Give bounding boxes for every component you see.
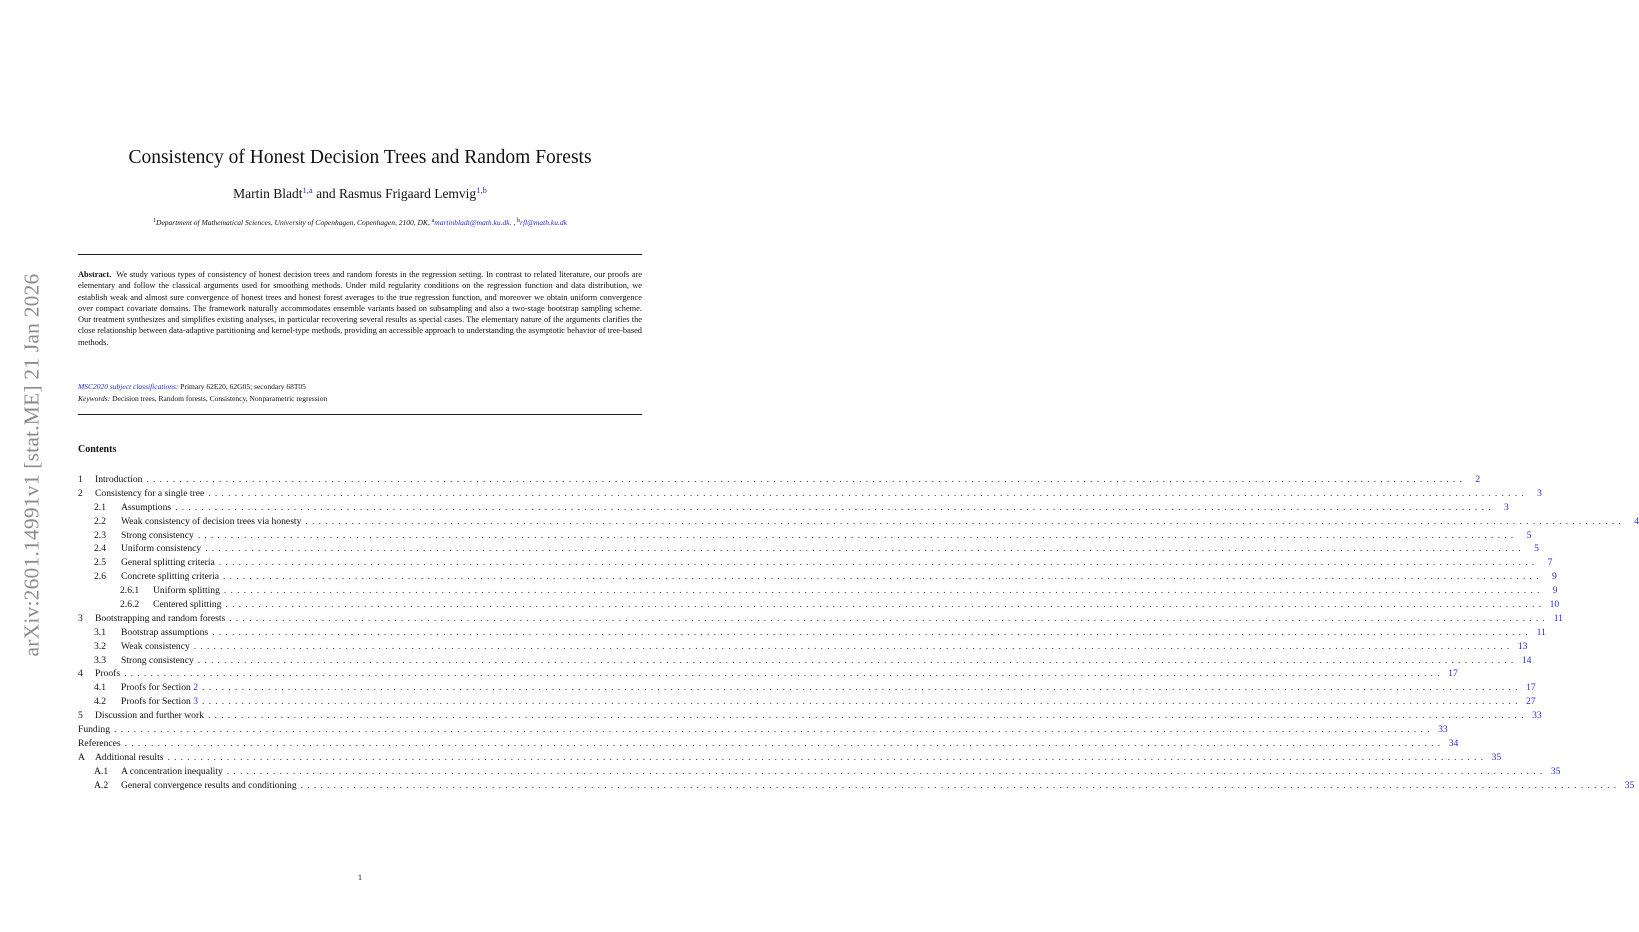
author-line bbox=[0, 185, 720, 202]
abstract-paragraph bbox=[78, 269, 642, 348]
toc-title-text: Funding bbox=[78, 724, 110, 736]
toc-leader-dots: ........................................................................................................................................................................................................ bbox=[229, 612, 1549, 624]
toc-title-text: Centered splitting bbox=[153, 599, 222, 611]
toc-row[interactable] bbox=[78, 654, 1532, 668]
toc-title bbox=[121, 515, 301, 529]
toc-title-text: Strong consistency bbox=[121, 529, 194, 541]
abstract-label: Abstract. bbox=[78, 270, 112, 279]
toc-section-link[interactable]: 3 bbox=[193, 696, 199, 708]
toc-leader-dots: ........................................................................................................................................................................................................ bbox=[146, 474, 1467, 485]
toc-title bbox=[78, 737, 121, 751]
toc-leader-dots: ........................................................................................................................................................................................................ bbox=[218, 557, 1539, 569]
toc-number: 3.3 bbox=[94, 654, 106, 666]
toc-number: 2.5 bbox=[94, 557, 106, 569]
toc-leader-dots: ........................................................................................................................................................................................................ bbox=[114, 724, 1434, 736]
toc-row[interactable] bbox=[78, 681, 1536, 695]
toc-title bbox=[121, 779, 297, 793]
arxiv-identifier: arXiv:2601.14991v1 [stat.ME] 21 Jan 2026 bbox=[19, 273, 44, 657]
toc-number: 2.2 bbox=[94, 515, 106, 527]
msc-text: Primary 62E20, 62G05; secondary 68T05 bbox=[178, 382, 306, 391]
msc-line bbox=[78, 382, 306, 391]
arxiv-sidebar-stamp bbox=[12, 255, 52, 675]
toc-row[interactable] bbox=[78, 626, 1546, 640]
toc-title-text: Weak consistency bbox=[121, 640, 190, 652]
toc-row[interactable] bbox=[78, 723, 1448, 737]
abstract-text: We study various types of consistency of honest decision trees and random forests in the regression setting. In contrast to related literature, our proofs are elementary and follow the classical arguments used for smoothing methods. Under mild regularity conditions on the regression function and data distribution, we establish weak and almost sure convergence of honest trees and honest forest averages to the true regression function, and moreover we obtain uniform convergence over compact covariate domains. The framework naturally accommodates ensemble variants based on subsampling and also a two-stage bootstrap sampling scheme. Our treatment synthesizes and simplifies existing analyses, in particular recovering several results as special cases. The elementary nature of the arguments clarifies the close relationship between data-adaptive partitioning and kernel-type methods, providing an accessible approach to understanding the asymptotic behavior of tree-based methods. bbox=[78, 270, 642, 347]
toc-page-link[interactable]: 7 bbox=[1547, 557, 1553, 569]
toc-page-link[interactable]: 5 bbox=[1534, 543, 1539, 555]
email-marker: a bbox=[431, 218, 435, 224]
toc-row[interactable] bbox=[78, 473, 1481, 487]
toc-title-text: Uniform splitting bbox=[153, 585, 220, 597]
toc-leader-dots: ........................................................................................................................................................................................................ bbox=[197, 654, 1518, 666]
toc-title bbox=[95, 667, 120, 681]
toc-title bbox=[121, 681, 198, 695]
email-link[interactable]: martinbladt@math.ku.dk bbox=[434, 218, 510, 227]
toc-leader-dots: ........................................................................................................................................................................................................ bbox=[212, 626, 1532, 638]
email-marker: b bbox=[517, 218, 521, 224]
toc-leader-dots: ........................................................................................................................................................................................................ bbox=[300, 779, 1621, 791]
toc-title bbox=[95, 612, 225, 626]
toc-row[interactable] bbox=[78, 515, 1639, 529]
toc-title bbox=[121, 570, 219, 584]
email-separator: . , bbox=[509, 218, 518, 227]
toc-title-text: Strong consistency bbox=[121, 654, 194, 666]
toc-number: 3.1 bbox=[94, 626, 106, 638]
toc-row[interactable] bbox=[78, 640, 1528, 654]
toc-title-text: General splitting criteria bbox=[121, 557, 215, 569]
toc-title bbox=[95, 487, 204, 501]
toc-leader-dots: ........................................................................................................................................................................................................ bbox=[225, 599, 1546, 611]
toc-row[interactable] bbox=[78, 556, 1553, 570]
toc-title-text: Uniform consistency bbox=[121, 543, 202, 555]
toc-row[interactable] bbox=[78, 529, 1532, 543]
author-affiliation-link[interactable]: 1,b bbox=[476, 185, 487, 195]
toc-title bbox=[121, 640, 190, 654]
toc-title bbox=[153, 584, 220, 598]
author-name: Martin Bladt bbox=[233, 186, 303, 201]
msc-label-link[interactable]: MSC2020 subject classifications: bbox=[78, 382, 179, 391]
toc-page-link[interactable]: 35 bbox=[1550, 765, 1561, 777]
toc-number: 2.6.2 bbox=[120, 599, 140, 611]
toc-title-text: Concrete splitting criteria bbox=[121, 571, 220, 583]
toc-number: 1 bbox=[78, 474, 83, 485]
email-link[interactable]: rfl@math.ku.dk bbox=[520, 218, 567, 227]
toc-page-link[interactable]: 35 bbox=[1491, 751, 1502, 763]
toc-leader-dots: ........................................................................................................................................................................................................ bbox=[207, 710, 1528, 722]
keywords-text: Decision trees, Random forests, Consistency, Nonparametric regression bbox=[110, 394, 328, 403]
toc-page-link[interactable]: 17 bbox=[1526, 682, 1536, 694]
toc-row[interactable] bbox=[78, 542, 1539, 556]
paper-title: Consistency of Honest Decision Trees and Random Forests bbox=[128, 147, 592, 168]
toc-title bbox=[121, 542, 201, 556]
toc-section-link[interactable]: 2 bbox=[193, 682, 199, 694]
toc-title bbox=[121, 654, 194, 668]
author-affiliation-link[interactable]: 1,a bbox=[302, 185, 313, 195]
toc-title bbox=[95, 751, 163, 765]
toc-leader-dots: ........................................................................................................................................................................................................ bbox=[193, 640, 1514, 652]
bottom-rule bbox=[78, 414, 642, 415]
toc-page-link[interactable]: 33 bbox=[1532, 710, 1542, 722]
keywords-label: Keywords: bbox=[78, 394, 111, 403]
toc-row[interactable] bbox=[78, 487, 1542, 501]
toc-title-text: Proofs for Section bbox=[121, 682, 194, 694]
toc-number: 2.6.1 bbox=[120, 585, 140, 597]
toc-page-link[interactable]: 35 bbox=[1624, 779, 1635, 791]
toc-title bbox=[95, 709, 204, 723]
toc-number: A.1 bbox=[94, 765, 109, 777]
keywords-line bbox=[78, 394, 327, 403]
toc-row[interactable] bbox=[78, 584, 1558, 598]
toc-row[interactable] bbox=[78, 737, 1459, 751]
toc-row[interactable] bbox=[78, 501, 1509, 515]
toc-page-link[interactable]: 33 bbox=[1438, 724, 1448, 736]
toc-number: A bbox=[78, 751, 85, 763]
toc-page-link[interactable]: 3 bbox=[1504, 501, 1509, 513]
toc-number: 2 bbox=[78, 487, 83, 499]
toc-page-link[interactable]: 27 bbox=[1526, 696, 1536, 708]
page-number: 1 bbox=[358, 873, 362, 882]
toc-title bbox=[121, 556, 215, 570]
toc-page-link[interactable]: 5 bbox=[1526, 529, 1532, 541]
toc-row[interactable] bbox=[78, 612, 1563, 626]
toc-title-text: Additional results bbox=[95, 751, 164, 763]
toc-number: 3.2 bbox=[94, 640, 106, 652]
toc-row[interactable] bbox=[78, 779, 1635, 793]
toc-title-text: Proofs for Section bbox=[121, 696, 194, 708]
toc-title bbox=[121, 765, 223, 779]
affiliation-marker: 1 bbox=[153, 218, 157, 224]
toc-number: 2.3 bbox=[94, 529, 106, 541]
toc-title-text: General convergence results and conditioning bbox=[121, 779, 297, 791]
toc-title-text: A concentration inequality bbox=[121, 765, 223, 777]
toc-title-text: Introduction bbox=[95, 474, 143, 485]
affiliation-line bbox=[0, 218, 720, 227]
toc-page-link[interactable]: 13 bbox=[1517, 640, 1528, 652]
affiliation-text: Department of Mathematical Sciences, University of Copenhagen, Copenhagen, 2100, DK, bbox=[156, 218, 432, 227]
top-rule bbox=[78, 254, 642, 255]
toc-row[interactable] bbox=[78, 765, 1561, 779]
toc-title-text: Assumptions bbox=[121, 501, 172, 513]
toc-leader-dots: ........................................................................................................................................................................................................ bbox=[175, 501, 1495, 513]
author-name: Rasmus Frigaard Lemvig bbox=[338, 186, 477, 201]
toc-title bbox=[121, 626, 208, 640]
toc-leader-dots: ........................................................................................................................................................................................................ bbox=[197, 529, 1518, 541]
toc-title bbox=[121, 695, 198, 709]
toc-leader-dots: ........................................................................................................................................................................................................ bbox=[223, 571, 1543, 583]
toc-page-link[interactable]: 2 bbox=[1475, 474, 1481, 485]
toc-number: 5 bbox=[78, 710, 83, 722]
toc-leader-dots: ........................................................................................................................................................................................................ bbox=[305, 515, 1626, 527]
toc-title bbox=[153, 598, 221, 612]
toc-leader-dots: ........................................................................................................................................................................................................ bbox=[208, 487, 1528, 499]
toc-title-text: Bootstrapping and random forests bbox=[95, 612, 226, 624]
toc-row[interactable] bbox=[78, 709, 1542, 723]
toc-leader-dots: ........................................................................................................................................................................................................ bbox=[226, 765, 1547, 777]
toc-title-text: Bootstrap assumptions bbox=[121, 626, 209, 638]
toc-page-link[interactable]: 11 bbox=[1553, 612, 1563, 624]
toc-number: 4.1 bbox=[94, 682, 106, 694]
toc-title bbox=[95, 473, 142, 487]
toc-leader-dots: ........................................................................................................................................................................................................ bbox=[202, 696, 1522, 708]
author-separator: and bbox=[312, 186, 339, 201]
toc-page-link[interactable]: 9 bbox=[1552, 585, 1558, 597]
contents-heading: Contents bbox=[78, 444, 117, 455]
toc-row[interactable] bbox=[78, 751, 1502, 765]
toc-number: 2.1 bbox=[94, 501, 106, 513]
toc-leader-dots: ........................................................................................................................................................................................................ bbox=[223, 585, 1544, 597]
toc-title-text: Consistency for a single tree bbox=[95, 487, 205, 499]
toc-number: 2.4 bbox=[94, 543, 106, 555]
toc-leader-dots: ........................................................................................................................................................................................................ bbox=[202, 682, 1522, 694]
toc-page-link[interactable]: 10 bbox=[1549, 599, 1560, 611]
table-of-contents bbox=[78, 473, 1639, 792]
toc-page-link[interactable]: 14 bbox=[1521, 654, 1532, 666]
toc-page-link[interactable]: 17 bbox=[1448, 668, 1458, 680]
toc-page-link[interactable]: 9 bbox=[1551, 571, 1557, 583]
toc-leader-dots: ........................................................................................................................................................................................................ bbox=[167, 751, 1488, 763]
toc-title-text: Weak consistency of decision trees via honesty bbox=[121, 515, 302, 527]
toc-page-link[interactable]: 34 bbox=[1448, 737, 1459, 749]
toc-page-link[interactable]: 11 bbox=[1536, 626, 1546, 638]
toc-leader-dots: ........................................................................................................................................................................................................ bbox=[124, 668, 1444, 680]
toc-title bbox=[121, 529, 194, 543]
toc-number: 2.6 bbox=[94, 571, 106, 583]
toc-title-text: References bbox=[78, 737, 121, 749]
toc-row[interactable] bbox=[78, 667, 1458, 681]
toc-number: A.2 bbox=[94, 779, 109, 791]
toc-number: 4 bbox=[78, 668, 83, 680]
toc-page-link[interactable]: 3 bbox=[1537, 487, 1542, 499]
toc-leader-dots: ........................................................................................................................................................................................................ bbox=[205, 543, 1525, 555]
toc-number: 3 bbox=[78, 612, 83, 624]
toc-number: 4.2 bbox=[94, 696, 106, 708]
toc-page-link[interactable]: 4 bbox=[1634, 515, 1639, 527]
toc-title bbox=[121, 501, 171, 515]
toc-row[interactable] bbox=[78, 598, 1560, 612]
toc-title bbox=[78, 723, 110, 737]
toc-row[interactable] bbox=[78, 695, 1536, 709]
toc-title-text: Discussion and further work bbox=[95, 710, 204, 722]
toc-title-text: Proofs bbox=[95, 668, 121, 680]
toc-row[interactable] bbox=[78, 570, 1557, 584]
toc-leader-dots: ........................................................................................................................................................................................................ bbox=[124, 737, 1445, 749]
